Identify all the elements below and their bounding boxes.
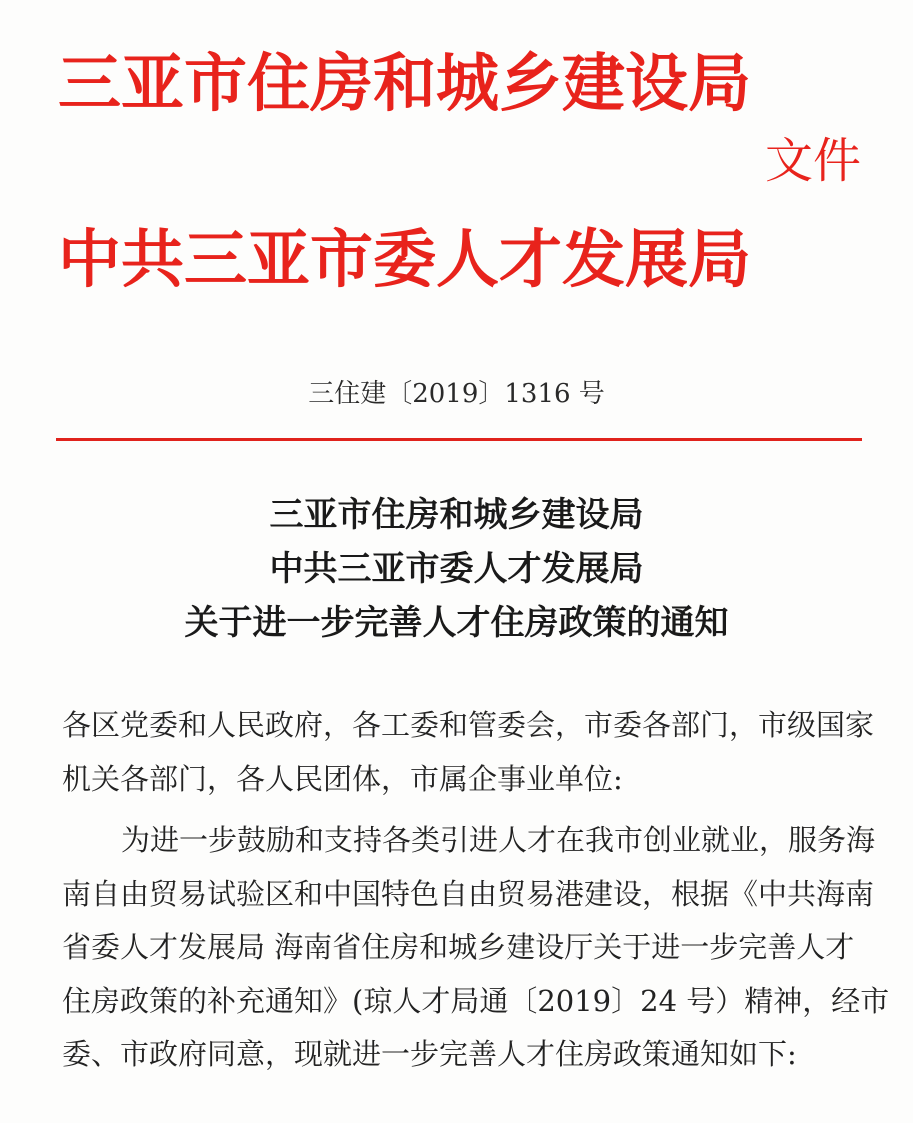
issuer-housing-bureau: 三亚市住房和城乡建设局 (58, 46, 751, 120)
title-line-2: 中共三亚市委人才发展局 (269, 549, 644, 589)
body-line-paragraph-5: 委、市政府同意，现就进一步完善人才住房政策通知如下: (62, 1037, 797, 1071)
red-divider-line (56, 438, 862, 441)
body-line-recipients-1: 各区党委和人民政府，各工委和管委会，市委各部门，市级国家 (62, 708, 875, 742)
body-line-paragraph-4: 住房政策的补充通知》(琼人才局通〔2019〕24 号）精神，经市 (62, 984, 890, 1018)
body-line-paragraph-2: 南自由贸易试验区和中国特色自由贸易港建设，根据《中共海南 (62, 877, 875, 911)
body-line-recipients-2: 机关各部门，各人民团体，市属企事业单位: (62, 762, 623, 796)
document-number: 三住建〔2019〕1316 号 (308, 379, 605, 409)
title-line-1: 三亚市住房和城乡建设局 (269, 495, 644, 535)
body-line-paragraph-1: 为进一步鼓励和支持各类引进人才在我市创业就业，服务海 (121, 823, 876, 857)
title-line-3: 关于进一步完善人才住房政策的通知 (184, 603, 729, 643)
document-type-label: 文件 (765, 133, 862, 189)
body-line-paragraph-3: 省委人才发展局 海南省住房和城乡建设厅关于进一步完善人才 (62, 930, 855, 964)
issuer-talent-bureau: 中共三亚市委人才发展局 (58, 222, 751, 296)
